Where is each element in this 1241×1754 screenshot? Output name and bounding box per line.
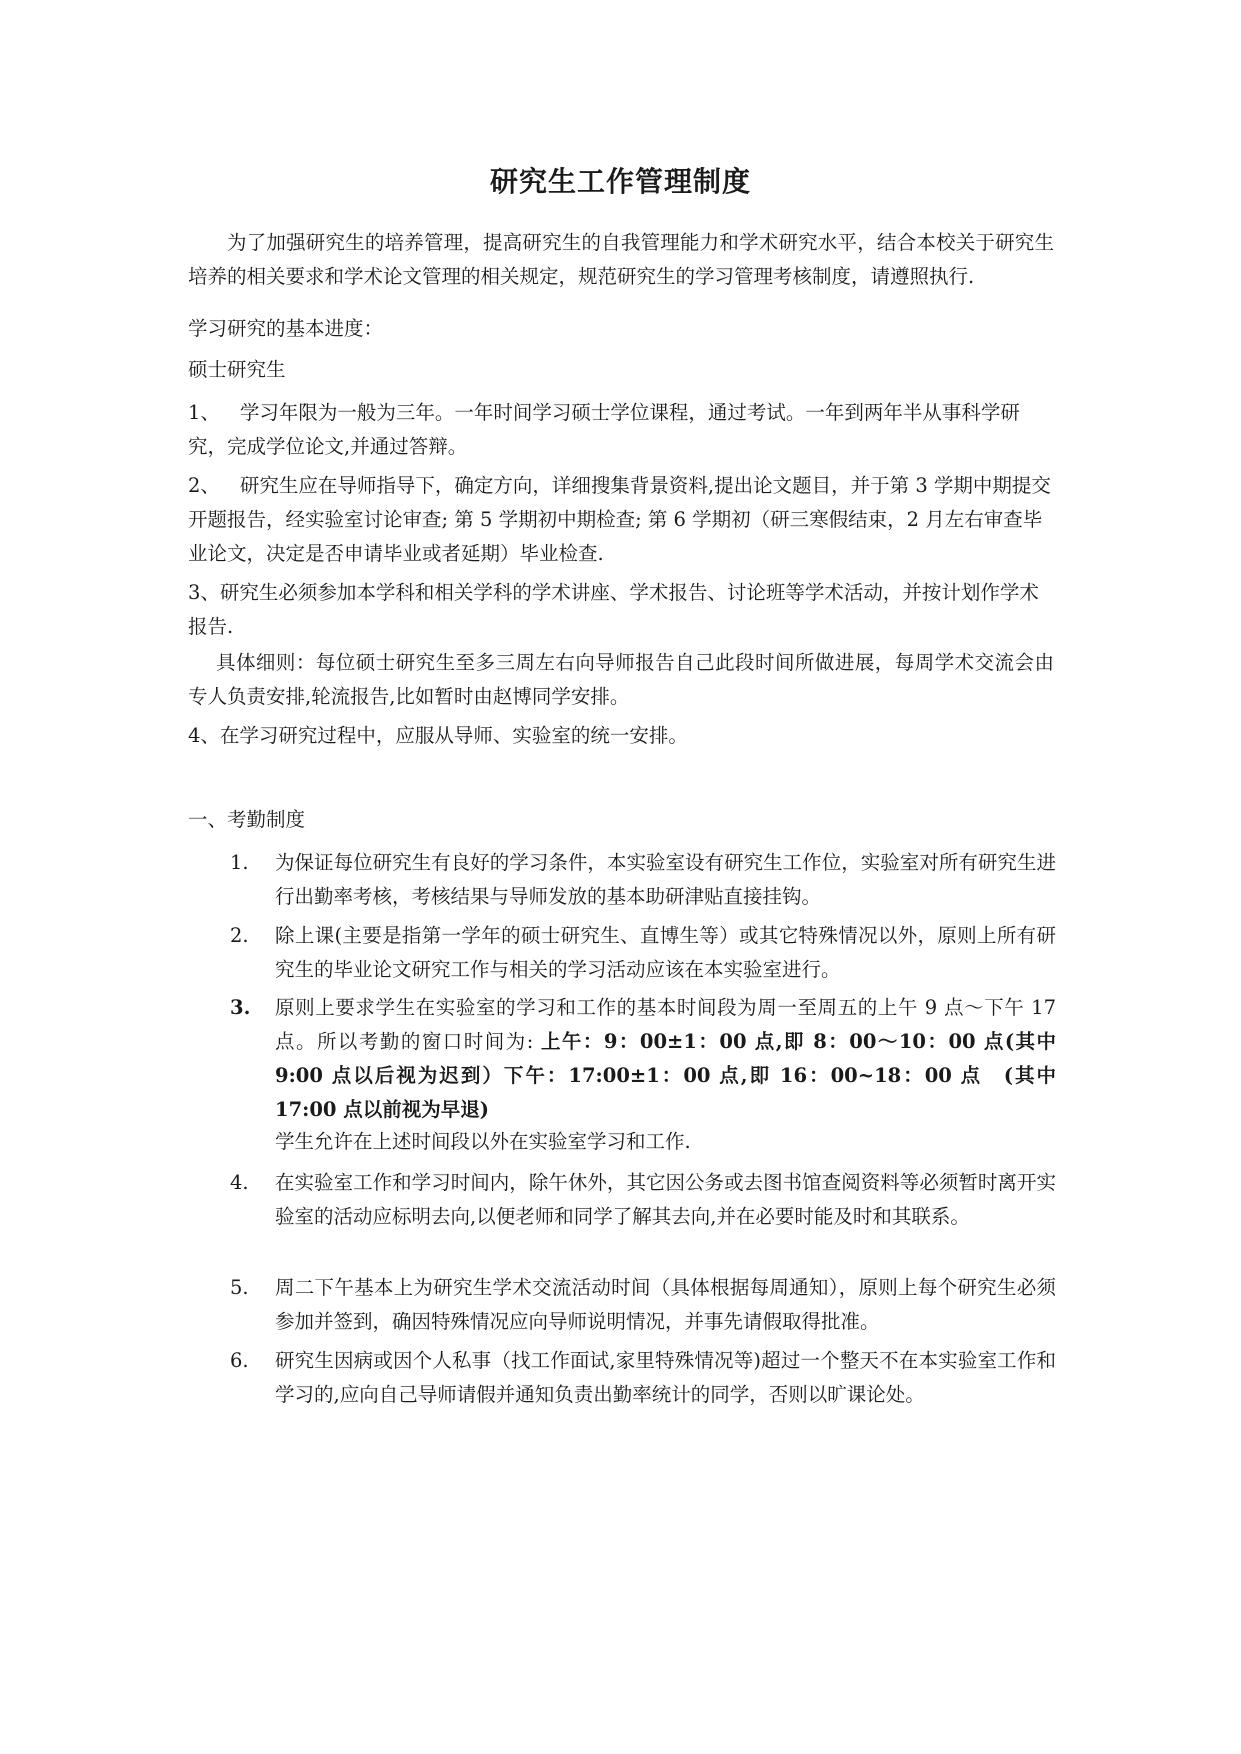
attendance-item-4 [230,1166,1056,1234]
progress-item-number: 2、 [188,474,220,497]
progress-item-3 [188,576,1054,644]
list-marker: 1. [230,851,249,874]
attendance-rule-text: 原则上要求学生在实验室的学习和工作的基本时间段为周一至周五的上午 9 点～下午 17 点。所以考勤的窗口时间为: [275,996,1056,1053]
progress-item-2 [188,469,1054,571]
detail-rule-paragraph: 具体细则：每位硕士研究生至多三周左右向导师报告自己此段时间所做进展，每周学术交流会由专人负责安排,轮流报告,比如暂时由赵博同学安排。 [188,651,1054,708]
attendance-item-text: 周二下午基本上为研究生学术交流活动时间（具体根据每周通知），原则上每个研究生必须参加并签到，确因特殊情况应向导师说明情况，并事先请假取得批准。 [275,1276,1056,1333]
list-marker: 3. [230,996,251,1019]
attendance-item-text: 研究生因病或因个人私事（找工作面试,家里特殊情况等)超过一个整天不在本实验室工作和学习的,应向自己导师请假并通知负责出勤率统计的同学，否则以旷课论处。 [275,1349,1056,1406]
attendance-item-6 [230,1344,1056,1412]
attendance-window-text: 上午：9：00±1：00 点,即 8：00～10：00 点(其中 9:00 点以后视为迟到）下午：17:00±1：00 点,即 16：00~18：00 点 (其中 17:00 点以前视为早退) [275,1030,1056,1121]
progress-item-4 [188,719,1054,753]
progress-item-1 [188,396,1054,464]
document-title: 研究生工作管理制度 [489,165,751,198]
list-marker: 4. [230,1171,249,1194]
attendance-note: 学生允许在上述时间段以外在实验室学习和工作. [275,1130,691,1153]
attendance-item-5 [230,1271,1056,1339]
section-heading-attendance: 一、考勤制度 [188,808,306,831]
list-marker: 2. [230,924,249,947]
list-marker: 6. [230,1349,249,1372]
attendance-item-text: 在实验室工作和学习时间内，除午休外，其它因公务或去图书馆查阅资料等必须暂时离开实验室的活动应标明去向,以便老师和同学了解其去向,并在必要时能及时和其联系。 [275,1171,1056,1228]
progress-item-text: 在学习研究过程中，应服从导师、实验室的统一安排。 [219,724,688,747]
attendance-item-text: 除上课(主要是指第一学年的硕士研究生、直博生等）或其它特殊情况以外，原则上所有研究生的毕业论文研究工作与相关的学习活动应该在本实验室进行。 [275,924,1056,981]
progress-item-number: 3、 [188,581,220,604]
attendance-item-3 [230,991,1056,1127]
master-heading: 硕士研究生 [188,358,286,381]
progress-item-number: 4、 [188,724,220,747]
attendance-item-text [275,991,1056,1127]
attendance-item-text: 为保证每位研究生有良好的学习条件，本实验室设有研究生工作位，实验室对所有研究生进行出勤率考核，考核结果与导师发放的基本助研津贴直接挂钩。 [275,851,1056,908]
progress-item-text: 研究生应在导师指导下，确定方向，详细搜集背景资料,提出论文题目，并于第 3 学期中期提交开题报告，经实验室讨论审查; 第 5 学期初中期检查; 第 6 学期初（研三寒假结束，2 月左右审查毕业论文，决定是否申请毕业或者延期）毕业检查. [188,474,1051,565]
attendance-item-1 [230,846,1056,914]
intro-paragraph: 为了加强研究生的培养管理，提高研究生的自我管理能力和学术研究水平，结合本校关于研究生培养的相关要求和学术论文管理的相关规定，规范研究生的学习管理考核制度，请遵照执行. [188,231,1054,288]
progress-item-text: 研究生必须参加本学科和相关学科的学术讲座、学术报告、讨论班等学术活动，并按计划作学术报告. [188,581,1039,638]
attendance-item-2 [230,919,1056,987]
progress-heading: 学习研究的基本进度： [188,317,384,340]
progress-item-number: 1、 [188,401,220,424]
list-marker: 5. [230,1276,249,1299]
progress-item-text: 学习年限为一般为三年。一年时间学习硕士学位课程，通过考试。一年到两年半从事科学研究，完成学位论文,并通过答辩。 [188,401,1020,458]
